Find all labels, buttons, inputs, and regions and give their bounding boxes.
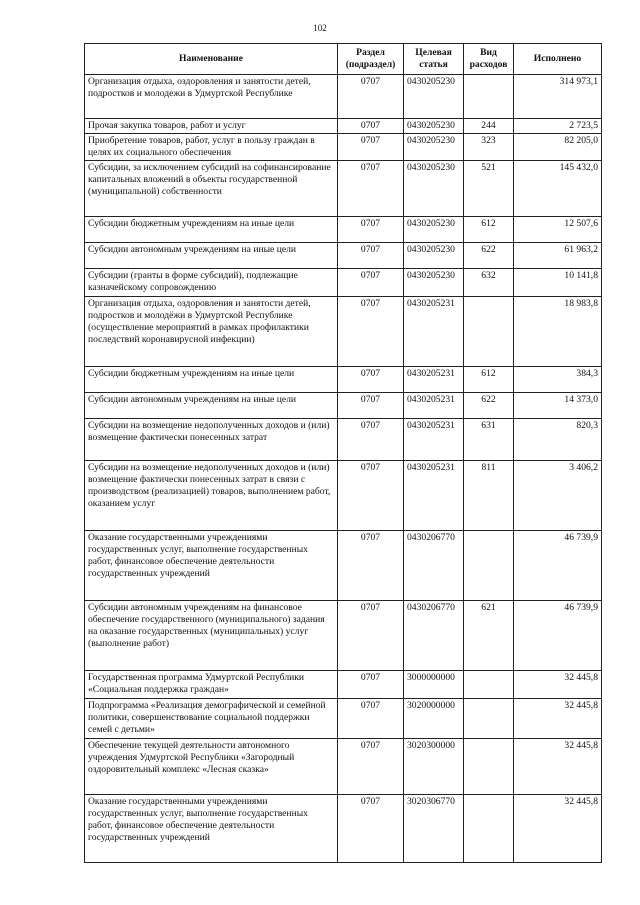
- row-name: Субсидии на возмещение недополученных доходов и (или) возмещение фактически понесенных затрат: [85, 419, 338, 461]
- table-row: [85, 297, 602, 367]
- row-section: 0707: [338, 419, 404, 461]
- row-name: Субсидии, за исключением субсидий на софинансирование капитальных вложений в объекты государственной (муниципальной) собственности: [85, 161, 338, 217]
- table-row: [85, 393, 602, 419]
- row-name: Субсидии автономным учреждениям на иные цели: [85, 393, 338, 419]
- table-row: [85, 243, 602, 269]
- table-row: [85, 217, 602, 243]
- table-row: [85, 134, 602, 161]
- row-type: 811: [464, 461, 514, 531]
- row-name: Обеспечение текущей деятельности автономного учреждения Удмуртской Республики «Загородный оздоровительный комплекс «Лесная сказка»: [85, 739, 338, 795]
- row-name: Субсидии на возмещение недополученных доходов и (или) возмещение фактически понесенных затрат в связи с производством (реализацией) товаров, выполнением работ, оказанием услуг: [85, 461, 338, 531]
- row-executed: 14 373,0: [514, 393, 602, 419]
- row-target: 0430205231: [404, 419, 464, 461]
- row-section: 0707: [338, 531, 404, 601]
- row-name: Организация отдыха, оздоровления и занятости детей, подростков и молодёжи в Удмуртской Республике (осуществление мероприятий в рамках профилактики последствий коронавирусной инфекции): [85, 297, 338, 367]
- row-name: Субсидии (гранты в форме субсидий), подлежащие казначейскому сопровождению: [85, 269, 338, 297]
- table-row: [85, 699, 602, 739]
- row-name: Государственная программа Удмуртской Республики «Социальная поддержка граждан»: [85, 671, 338, 699]
- row-executed: 384,3: [514, 367, 602, 393]
- row-section: 0707: [338, 243, 404, 269]
- row-section: 0707: [338, 269, 404, 297]
- row-executed: 46 739,9: [514, 531, 602, 601]
- row-section: 0707: [338, 795, 404, 863]
- row-executed: 82 205,0: [514, 134, 602, 161]
- table-row: [85, 269, 602, 297]
- row-section: 0707: [338, 134, 404, 161]
- table-row: [85, 601, 602, 671]
- row-target: 0430205231: [404, 393, 464, 419]
- row-target: 3020000000: [404, 699, 464, 739]
- row-section: 0707: [338, 601, 404, 671]
- row-target: 0430205230: [404, 75, 464, 119]
- header-executed: Исполнено: [514, 44, 602, 75]
- row-target: 0430205230: [404, 243, 464, 269]
- row-target: 0430205230: [404, 217, 464, 243]
- row-type: [464, 739, 514, 795]
- page-number: 102: [313, 23, 327, 33]
- row-executed: 32 445,8: [514, 699, 602, 739]
- header-section: Раздел (подраздел): [338, 44, 404, 75]
- row-target: 3000000000: [404, 671, 464, 699]
- row-section: 0707: [338, 739, 404, 795]
- row-type: [464, 297, 514, 367]
- row-target: 0430205230: [404, 269, 464, 297]
- row-type: [464, 671, 514, 699]
- row-type: [464, 795, 514, 863]
- table-row: [85, 75, 602, 119]
- table-row: [85, 461, 602, 531]
- row-section: 0707: [338, 367, 404, 393]
- row-executed: 32 445,8: [514, 671, 602, 699]
- table-row: [85, 161, 602, 217]
- header-name: Наименование: [85, 44, 338, 75]
- header-row: [85, 44, 602, 75]
- row-target: 3020300000: [404, 739, 464, 795]
- table-row: [85, 795, 602, 863]
- row-name: Организация отдыха, оздоровления и занятости детей, подростков и молодежи в Удмуртской Республике: [85, 75, 338, 119]
- row-type: [464, 531, 514, 601]
- row-type: 612: [464, 367, 514, 393]
- header-target: Целевая статья: [404, 44, 464, 75]
- row-executed: 2 723,5: [514, 119, 602, 134]
- row-name: Прочая закупка товаров, работ и услуг: [85, 119, 338, 134]
- row-executed: 3 406,2: [514, 461, 602, 531]
- row-name: Субсидии бюджетным учреждениям на иные цели: [85, 367, 338, 393]
- row-section: 0707: [338, 671, 404, 699]
- row-section: 0707: [338, 461, 404, 531]
- row-name: Оказание государственными учреждениями государственных услуг, выполнение государственных работ, финансовое обеспечение деятельности государственных учреждений: [85, 795, 338, 863]
- row-type: 622: [464, 243, 514, 269]
- row-executed: 12 507,6: [514, 217, 602, 243]
- row-type: 631: [464, 419, 514, 461]
- row-target: 0430205230: [404, 134, 464, 161]
- row-name: Приобретение товаров, работ, услуг в пользу граждан в целях их социального обеспечения: [85, 134, 338, 161]
- row-type: 621: [464, 601, 514, 671]
- row-target: 0430205231: [404, 297, 464, 367]
- row-executed: 314 973,1: [514, 75, 602, 119]
- row-target: 0430205231: [404, 367, 464, 393]
- row-executed: 32 445,8: [514, 795, 602, 863]
- row-section: 0707: [338, 699, 404, 739]
- row-section: 0707: [338, 297, 404, 367]
- table-row: [85, 671, 602, 699]
- row-executed: 46 739,9: [514, 601, 602, 671]
- row-executed: 145 432,0: [514, 161, 602, 217]
- row-name: Субсидии бюджетным учреждениям на иные цели: [85, 217, 338, 243]
- row-executed: 61 963,2: [514, 243, 602, 269]
- row-executed: 10 141,8: [514, 269, 602, 297]
- row-target: 0430205231: [404, 461, 464, 531]
- row-target: 0430205230: [404, 161, 464, 217]
- row-type: 632: [464, 269, 514, 297]
- row-type: 323: [464, 134, 514, 161]
- row-section: 0707: [338, 119, 404, 134]
- table-row: [85, 739, 602, 795]
- row-section: 0707: [338, 161, 404, 217]
- row-type: 622: [464, 393, 514, 419]
- row-name: Субсидии автономным учреждениям на иные цели: [85, 243, 338, 269]
- row-target: 3020306770: [404, 795, 464, 863]
- row-type: 244: [464, 119, 514, 134]
- budget-table: [84, 43, 602, 863]
- row-type: [464, 699, 514, 739]
- row-target: 0430206770: [404, 601, 464, 671]
- table-row: [85, 367, 602, 393]
- table-row: [85, 531, 602, 601]
- row-name: Оказание государственными учреждениями государственных услуг, выполнение государственных работ, финансовое обеспечение деятельности государственных учреждений: [85, 531, 338, 601]
- header-type: Вид расходов: [464, 44, 514, 75]
- row-type: 612: [464, 217, 514, 243]
- table-row: [85, 419, 602, 461]
- row-name: Субсидии автономным учреждениям на финансовое обеспечение государственного (муниципального) задания на оказание государственных (муниципальных) услуг (выполнение работ): [85, 601, 338, 671]
- row-target: 0430206770: [404, 531, 464, 601]
- row-section: 0707: [338, 393, 404, 419]
- row-executed: 32 445,8: [514, 739, 602, 795]
- table-row: [85, 119, 602, 134]
- row-section: 0707: [338, 75, 404, 119]
- row-executed: 820,3: [514, 419, 602, 461]
- row-executed: 18 983,8: [514, 297, 602, 367]
- row-target: 0430205230: [404, 119, 464, 134]
- row-section: 0707: [338, 217, 404, 243]
- row-name: Подпрограмма «Реализация демографической и семейной политики, совершенствование социальной поддержки семей с детьми»: [85, 699, 338, 739]
- row-type: [464, 75, 514, 119]
- row-type: 521: [464, 161, 514, 217]
